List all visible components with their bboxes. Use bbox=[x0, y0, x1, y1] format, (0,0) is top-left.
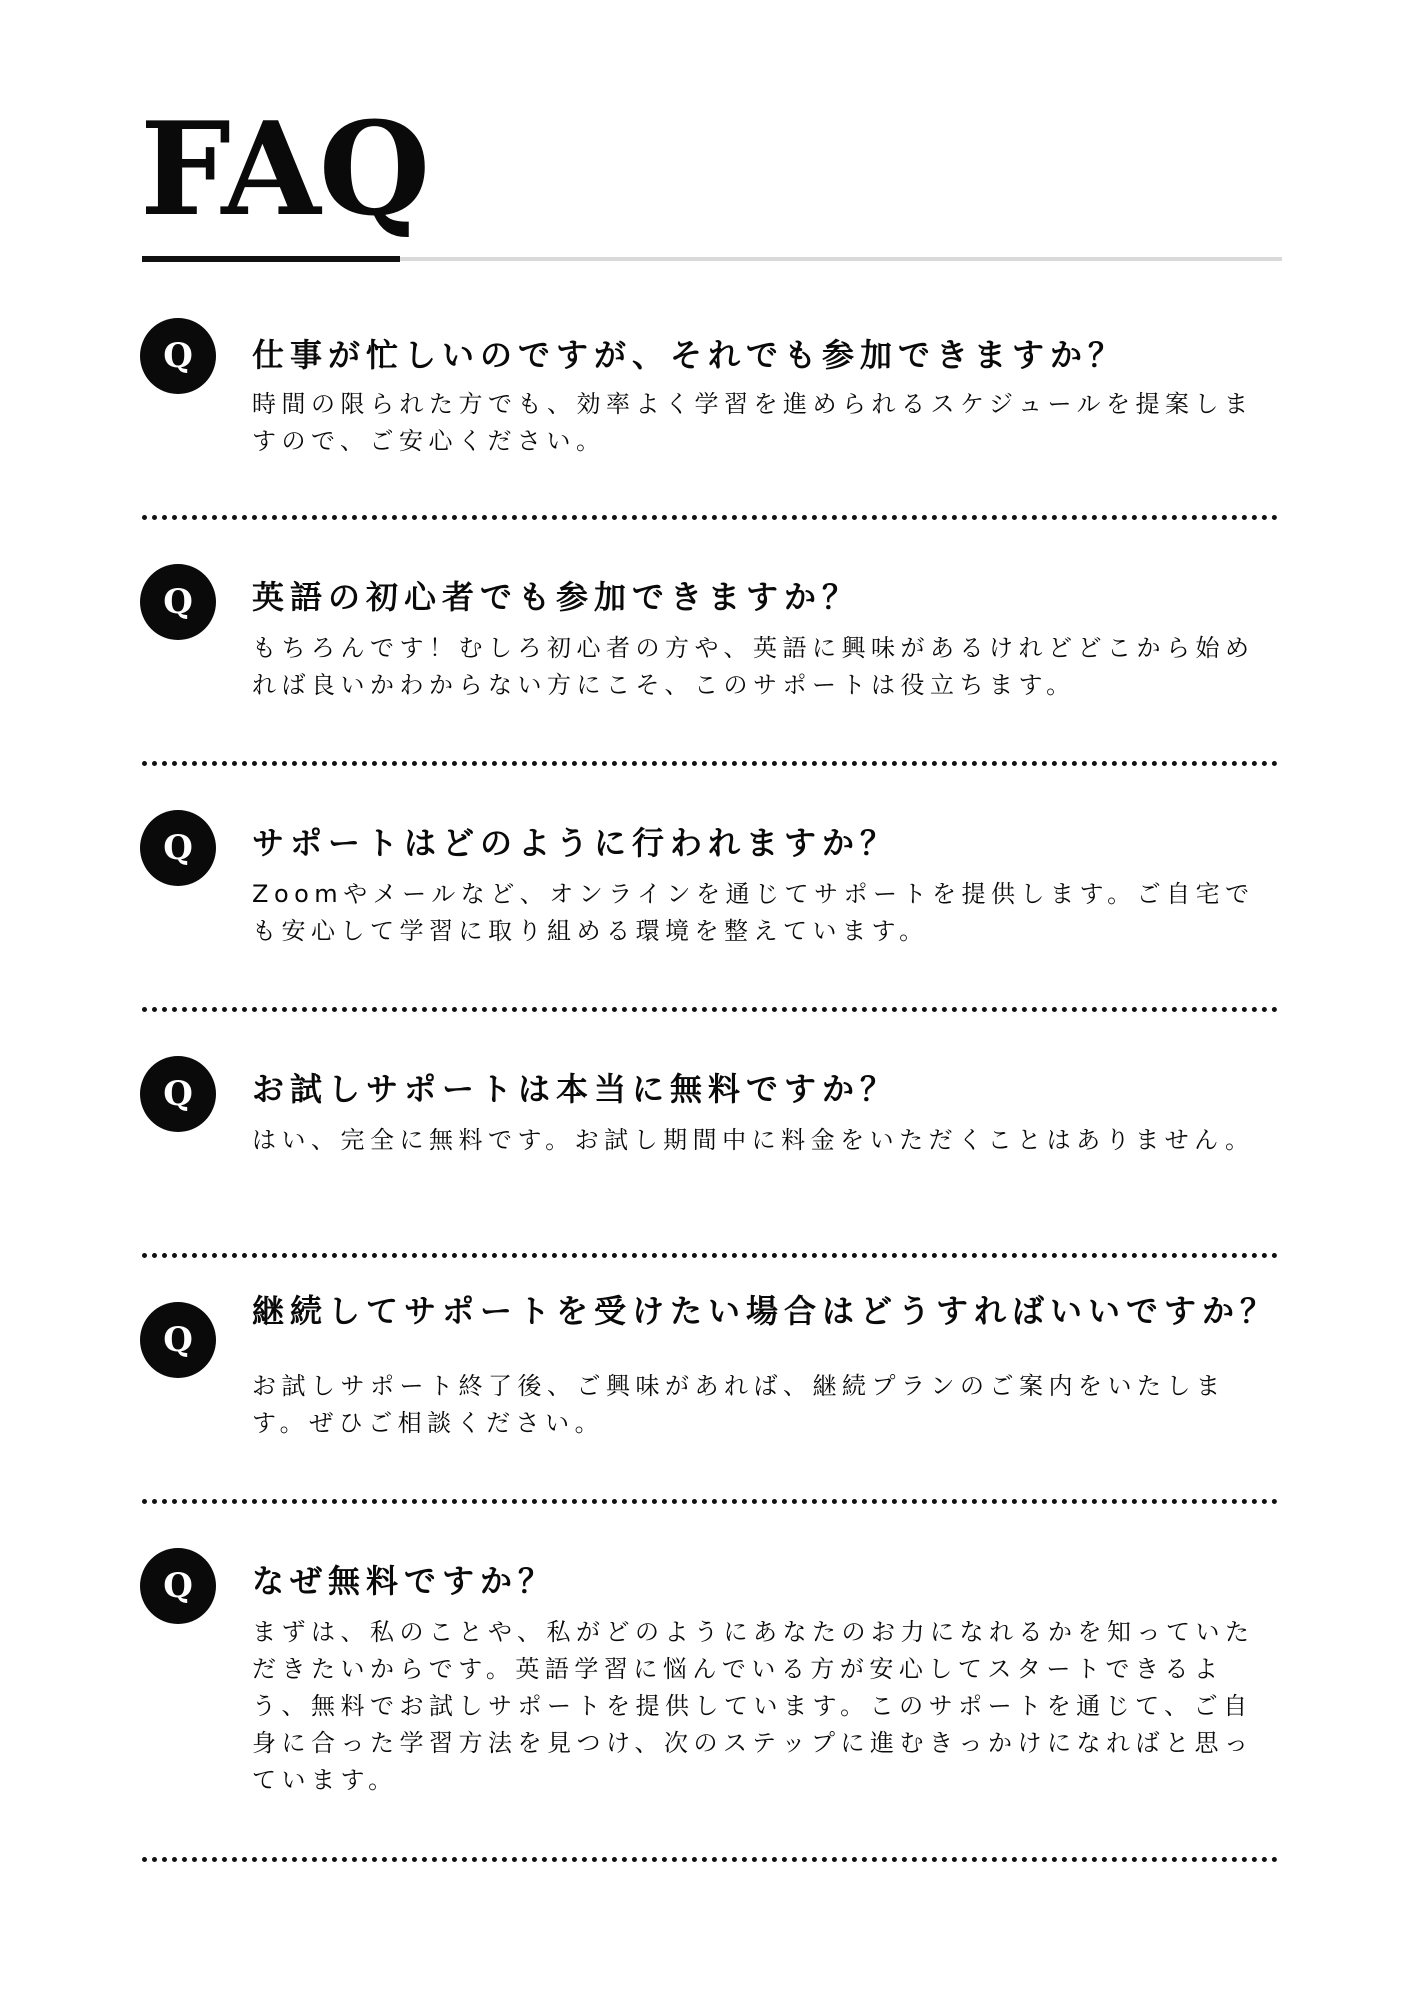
faq-answer: 時間の限られた方でも、効率よく学習を進められるスケジュールを提案しますので、ご安心ください。 bbox=[252, 390, 1254, 455]
faq-question: サポートはどのように行われますか？ bbox=[252, 824, 899, 862]
dotted-divider bbox=[142, 1499, 1278, 1504]
faq-answer: Zoomやメールなど、オンラインを通じてサポートを提供します。ご自宅でも安心して学習に取り組める環境を整えています。 bbox=[252, 880, 1255, 945]
dotted-divider bbox=[142, 1253, 1278, 1258]
faq-answer: まずは、私のことや、私がどのようにあなたのお力になれるかを知っていただきたいからです。英語学習に悩んでいる方が安心してスタートできるよう、無料でお試しサポートを提供しています。このサポートを通じて、ご自身に合った学習方法を見つけ、次のステップに進むきっかけになればと思っています。 bbox=[252, 1618, 1255, 1794]
dotted-divider bbox=[142, 761, 1278, 766]
dotted-divider bbox=[142, 515, 1278, 520]
faq-question: なぜ無料ですか？ bbox=[252, 1562, 557, 1600]
dotted-divider bbox=[142, 1857, 1278, 1862]
q-badge-icon: Q bbox=[140, 318, 216, 394]
faq-answer: お試しサポート終了後、ご興味があれば、継続プランのご案内をいたします。ぜひご相談ください。 bbox=[252, 1372, 1226, 1437]
faq-question: 継続してサポートを受けたい場合はどうすればいいですか？ bbox=[252, 1292, 1279, 1330]
q-badge-icon: Q bbox=[140, 1548, 216, 1624]
q-badge-icon: Q bbox=[140, 1302, 216, 1378]
title-underline-accent bbox=[142, 256, 400, 262]
faq-question: 英語の初心者でも参加できますか？ bbox=[252, 578, 861, 616]
q-badge-icon: Q bbox=[140, 810, 216, 886]
q-badge-icon: Q bbox=[140, 564, 216, 640]
faq-question: 仕事が忙しいのですが、それでも参加できますか？ bbox=[252, 336, 1127, 374]
faq-answer: もちろんです！むしろ初心者の方や、英語に興味があるけれどどこから始めれば良いかわからない方にこそ、このサポートは役立ちます。 bbox=[252, 634, 1255, 699]
faq-question: お試しサポートは本当に無料ですか？ bbox=[252, 1070, 899, 1108]
q-badge-icon: Q bbox=[140, 1056, 216, 1132]
faq-answer: はい、完全に無料です。お試し期間中に料金をいただくことはありません。 bbox=[252, 1126, 1255, 1154]
dotted-divider bbox=[142, 1007, 1278, 1012]
page-title: FAQ bbox=[140, 95, 429, 245]
